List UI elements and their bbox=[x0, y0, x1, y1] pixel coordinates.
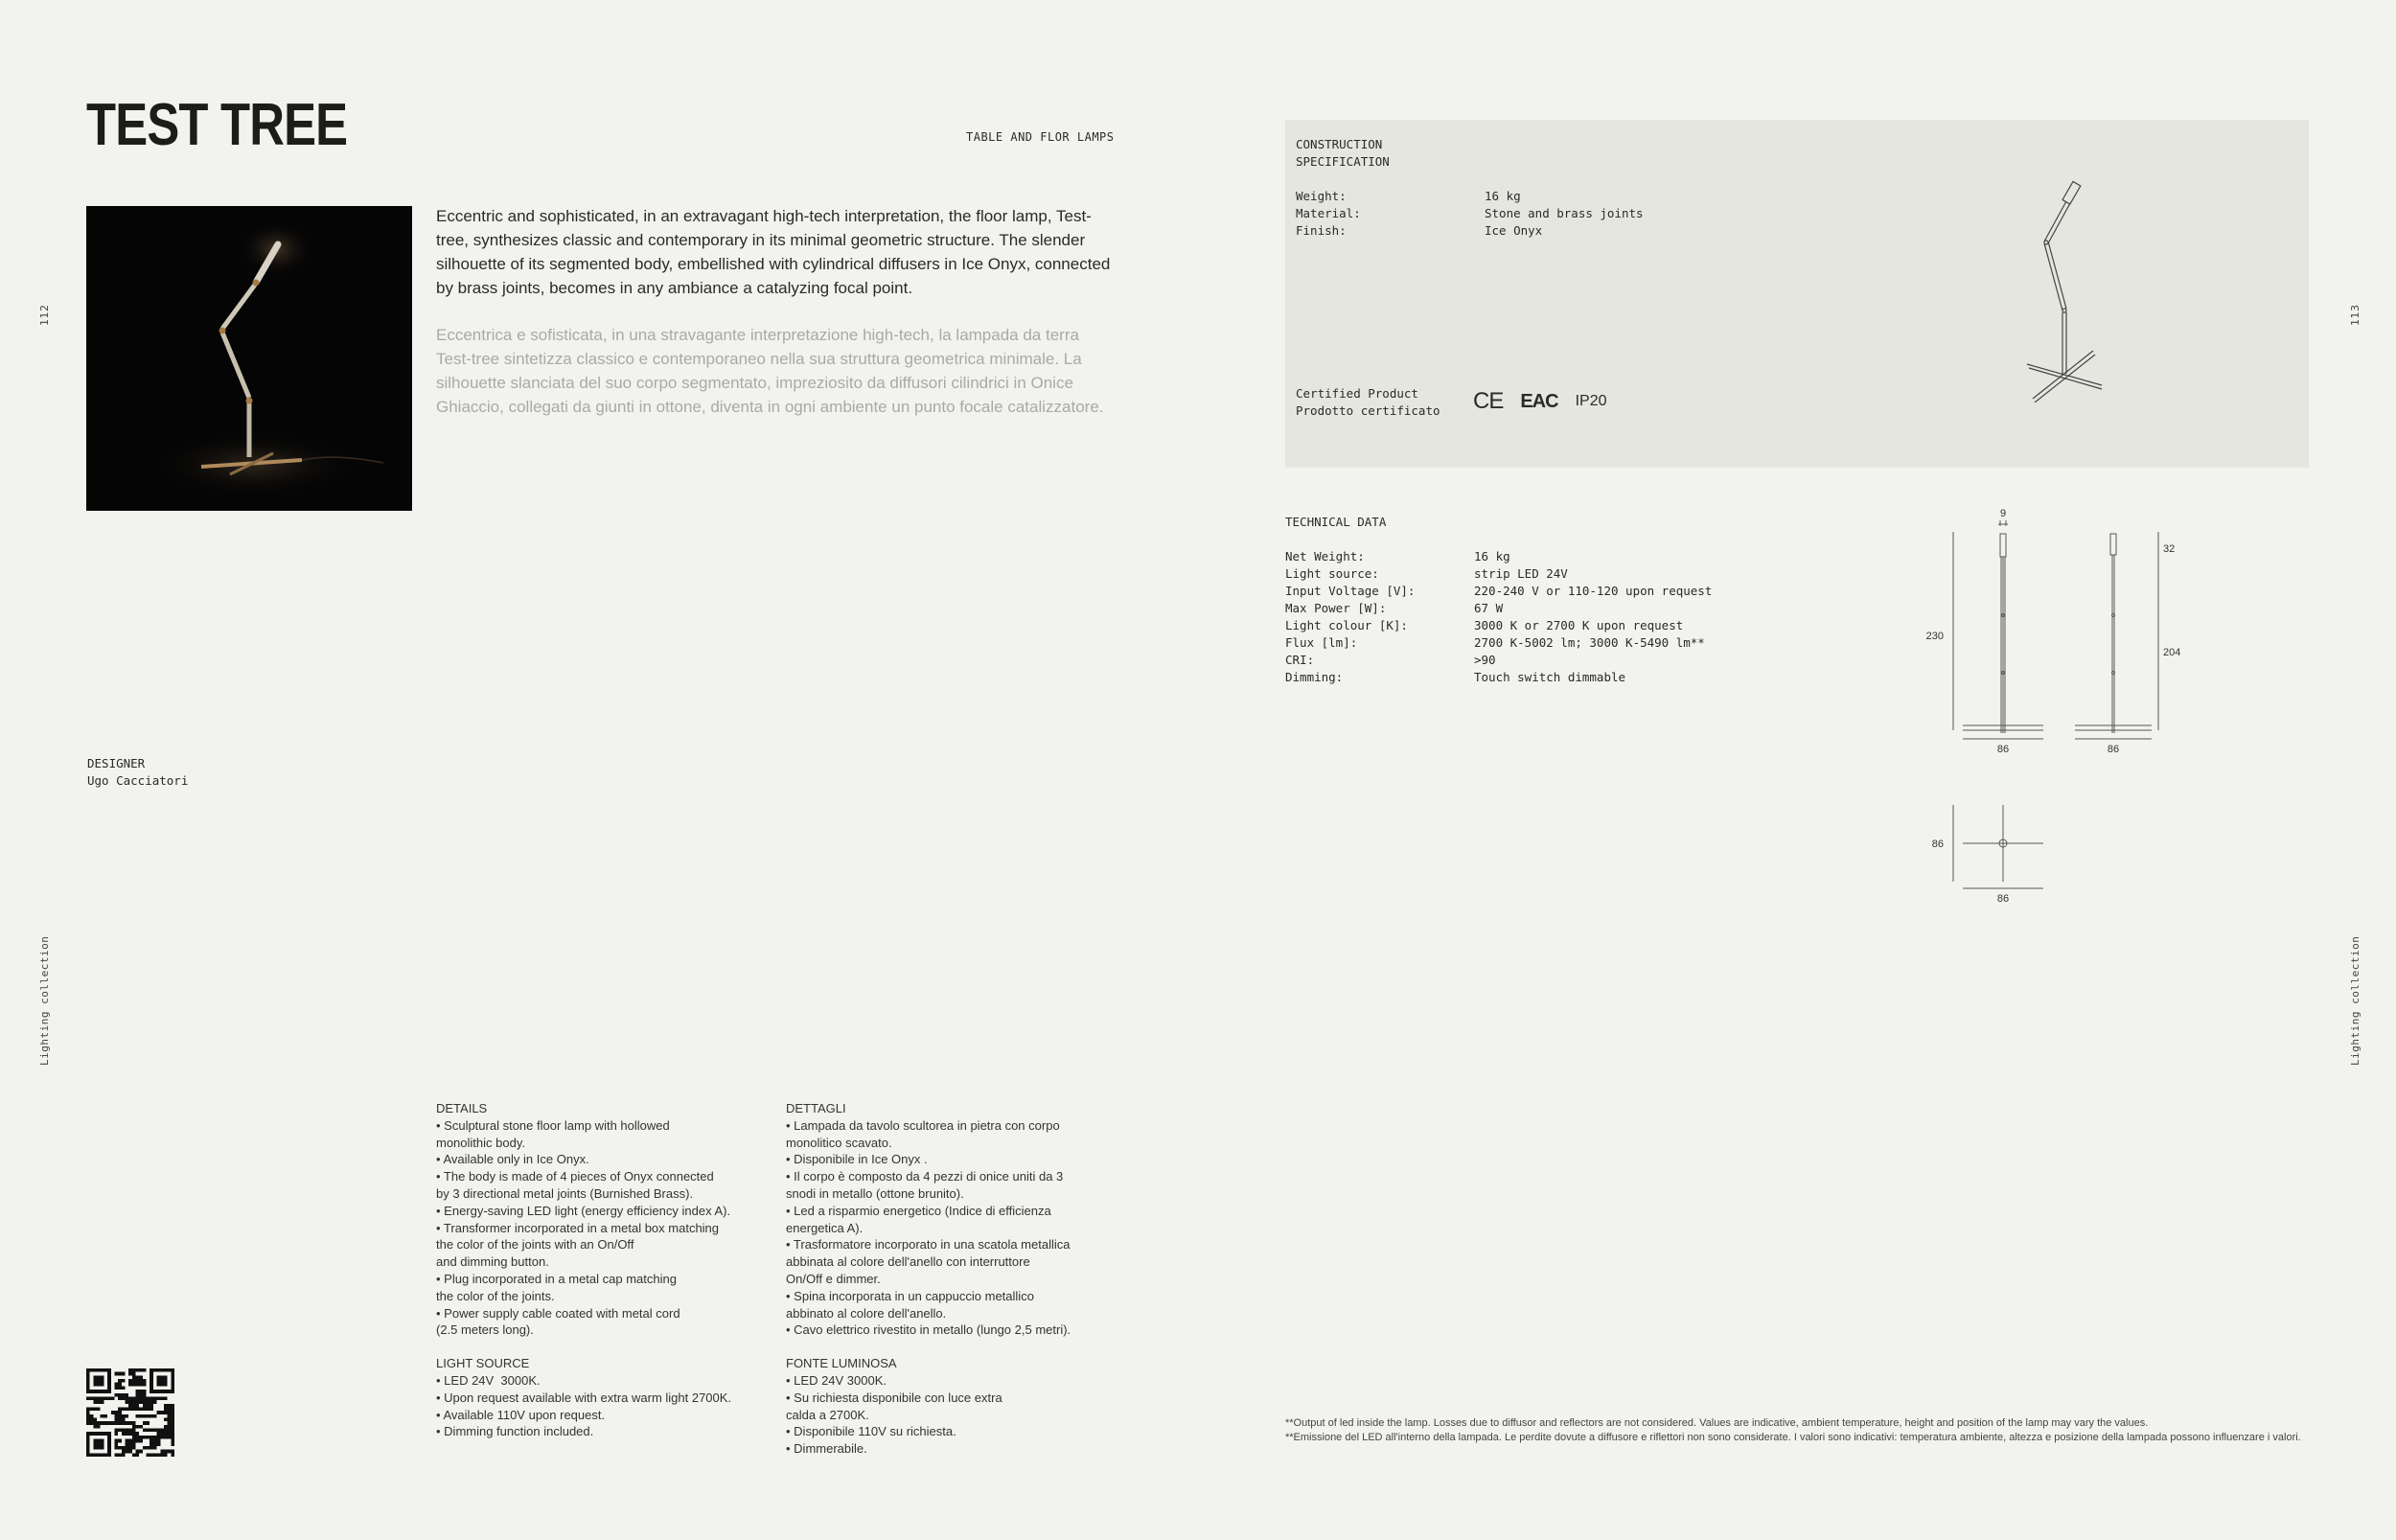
tech-value: strip LED 24V bbox=[1474, 566, 1568, 581]
fonte-luminosa-line: calda a 2700K. bbox=[786, 1407, 869, 1422]
dettagli-line: abbinato al colore dell'anello. bbox=[786, 1305, 947, 1321]
designer-block bbox=[87, 755, 188, 790]
dettagli-line: • Il corpo è composto da 4 pezzi di onice uniti da 3 bbox=[786, 1169, 1064, 1184]
dettagli-line: • Led a risparmio energetico (Indice di efficienza bbox=[786, 1203, 1051, 1218]
dim-top-width: 9 bbox=[1999, 508, 2007, 519]
tech-key: Net Weight: bbox=[1285, 549, 1365, 563]
product-title: TEST TREE bbox=[86, 92, 348, 158]
details-line: • Transformer incorporated in a metal box matching bbox=[436, 1220, 720, 1235]
tech-key: Light source: bbox=[1285, 566, 1379, 581]
tech-value: 3000 K or 2700 K upon request bbox=[1474, 618, 1684, 632]
tech-value: 16 kg bbox=[1474, 549, 1510, 563]
fonte-luminosa-heading: FONTE LUMINOSA bbox=[786, 1356, 897, 1371]
dim-base-right: 86 bbox=[2107, 744, 2120, 755]
spec-value: Ice Onyx bbox=[1485, 223, 1543, 238]
intro-italian: Eccentrica e sofisticata, in una stravagante interpretazione high-tech, la lampada da terra Test-tree sintetizza classico e contemporaneo nella sua struttura geometrica minimale. La silhouette slanciata del suo corpo segmentato, impreziosito da diffusori cilindrici in Onice Ghiaccio, collegati da giunti in ottone, diventa in ogni ambiente un punto focale catalizzatore. bbox=[436, 326, 1104, 416]
light-source-line: • Upon request available with extra warm light 2700K. bbox=[436, 1390, 732, 1405]
tech-key: Input Voltage [V]: bbox=[1285, 584, 1416, 598]
designer-label: DESIGNER bbox=[87, 756, 146, 770]
dim-plan-bottom: 86 bbox=[1996, 893, 2010, 905]
side-label-left: Lighting collection bbox=[38, 935, 51, 1066]
spec-value: 16 kg bbox=[1485, 189, 1521, 203]
dim-height-right: 204 bbox=[2163, 647, 2181, 658]
dim-base-left: 86 bbox=[1996, 744, 2010, 755]
construction-heading: CONSTRUCTION SPECIFICATION bbox=[1296, 137, 1390, 169]
tech-key: Light colour [K]: bbox=[1285, 618, 1408, 632]
dettagli-line: monolitico scavato. bbox=[786, 1135, 892, 1150]
page-number-right: 113 bbox=[2349, 304, 2361, 326]
spec-key: Weight: bbox=[1296, 189, 1347, 203]
fonte-luminosa-line: • LED 24V 3000K. bbox=[786, 1372, 887, 1388]
dettagli-line: • Disponibile in Ice Onyx . bbox=[786, 1152, 928, 1167]
details-italian bbox=[786, 1100, 1131, 1458]
details-line: by 3 directional metal joints (Burnished Brass). bbox=[436, 1185, 694, 1201]
lamp-line-drawing bbox=[2004, 172, 2119, 402]
construction-spec-panel bbox=[1285, 120, 2309, 468]
dimension-drawings bbox=[1907, 503, 2223, 915]
details-line: the color of the joints. bbox=[436, 1288, 555, 1303]
technical-heading: TECHNICAL DATA bbox=[1285, 515, 1387, 529]
light-source-line: • LED 24V 3000K. bbox=[436, 1372, 541, 1388]
construction-table bbox=[1296, 188, 1644, 240]
dettagli-line: On/Off e dimmer. bbox=[786, 1271, 881, 1286]
cert-marks bbox=[1473, 388, 1607, 415]
product-photo bbox=[86, 206, 412, 511]
spec-key: Material: bbox=[1296, 206, 1361, 220]
tech-key: Max Power [W]: bbox=[1285, 601, 1387, 615]
page-number-left: 112 bbox=[38, 304, 51, 326]
dettagli-line: • Cavo elettrico rivestito in metallo (lungo 2,5 metri). bbox=[786, 1322, 1071, 1338]
light-source-line: • Dimming function included. bbox=[436, 1424, 594, 1439]
dettagli-line: • Spina incorporata in un cappuccio metallico bbox=[786, 1288, 1034, 1303]
tech-key: Flux [lm]: bbox=[1285, 635, 1358, 650]
ce-mark-icon: CE bbox=[1473, 388, 1504, 414]
fonte-luminosa-line: • Su richiesta disponibile con luce extra bbox=[786, 1390, 1002, 1405]
dettagli-line: abbinata al colore dell'anello con interruttore bbox=[786, 1254, 1030, 1270]
details-line: monolithic body. bbox=[436, 1135, 525, 1150]
light-source-line: • Available 110V upon request. bbox=[436, 1407, 606, 1422]
details-line: • Power supply cable coated with metal cord bbox=[436, 1305, 680, 1321]
dettagli-heading: DETTAGLI bbox=[786, 1101, 846, 1115]
ip20-label: IP20 bbox=[1575, 393, 1607, 409]
details-english bbox=[436, 1100, 781, 1440]
intro-english: Eccentric and sophisticated, in an extravagant high-tech interpretation, the floor lamp, Test-tree, synthesizes classic and contemporary in its minimal geometric structure. The slender silhouette of its segmented body, embellished with cylindrical diffusers in Ice Onyx, connected by brass joints, becomes in any ambiance a catalyzing focal point. bbox=[436, 207, 1111, 297]
dettagli-line: snodi in metallo (ottone brunito). bbox=[786, 1185, 964, 1201]
dim-plan-side: 86 bbox=[1931, 839, 1944, 850]
qr-code[interactable] bbox=[86, 1368, 174, 1460]
footnote bbox=[1285, 1416, 2311, 1445]
details-line: • Available only in Ice Onyx. bbox=[436, 1152, 589, 1167]
footnote-en: **Output of led inside the lamp. Losses due to diffusor and reflectors are not considered. Values are indicative, ambient temperature, height and position of the lamp may vary the values. bbox=[1285, 1417, 2149, 1429]
technical-data bbox=[1285, 514, 1712, 686]
details-line: the color of the joints with an On/Off bbox=[436, 1237, 634, 1253]
spec-key: Finish: bbox=[1296, 223, 1347, 238]
dettagli-line: • Lampada da tavolo scultorea in pietra con corpo bbox=[786, 1117, 1060, 1133]
tech-value: 220-240 V or 110-120 upon request bbox=[1474, 584, 1713, 598]
spec-value: Stone and brass joints bbox=[1485, 206, 1644, 220]
eac-mark-icon: EAC bbox=[1520, 390, 1558, 412]
footnote-it: **Emissione del LED all'interno della lampada. Le perdite dovute a diffusore e riflettori non sono considerate. I valori sono indicativi: temperatura ambiente, altezza e posizione della lampada possono influenzare i valori. bbox=[1285, 1432, 2301, 1443]
tech-value: >90 bbox=[1474, 653, 1496, 667]
dim-height-left: 230 bbox=[1925, 631, 1944, 642]
dettagli-line: energetica A). bbox=[786, 1220, 864, 1235]
details-line: • Plug incorporated in a metal cap matching bbox=[436, 1271, 677, 1286]
tech-key: CRI: bbox=[1285, 653, 1315, 667]
designer-name: Ugo Cacciatori bbox=[87, 773, 189, 788]
tech-key: Dimming: bbox=[1285, 670, 1344, 684]
details-line: • Sculptural stone floor lamp with hollowed bbox=[436, 1117, 670, 1133]
tech-value: 2700 K-5002 lm; 3000 K-5490 lm** bbox=[1474, 635, 1705, 650]
details-line: (2.5 meters long). bbox=[436, 1322, 534, 1338]
fonte-luminosa-line: • Dimmerabile. bbox=[786, 1441, 867, 1457]
details-line: • The body is made of 4 pieces of Onyx connected bbox=[436, 1169, 714, 1184]
details-line: and dimming button. bbox=[436, 1254, 549, 1270]
dim-top-right: 32 bbox=[2163, 543, 2176, 555]
category-label: TABLE AND FLOR LAMPS bbox=[966, 130, 1115, 144]
fonte-luminosa-line: • Disponibile 110V su richiesta. bbox=[786, 1424, 956, 1439]
details-line: • Energy-saving LED light (energy efficiency index A). bbox=[436, 1203, 731, 1218]
tech-value: Touch switch dimmable bbox=[1474, 670, 1626, 684]
dettagli-line: • Trasformatore incorporato in una scatola metallica bbox=[786, 1237, 1071, 1253]
light-source-heading: LIGHT SOURCE bbox=[436, 1356, 530, 1371]
tech-value: 67 W bbox=[1474, 601, 1504, 615]
side-label-right: Lighting collection bbox=[2349, 935, 2361, 1066]
details-heading: DETAILS bbox=[436, 1101, 488, 1115]
certified-label: Certified Product Prodotto certificato bbox=[1296, 386, 1440, 418]
